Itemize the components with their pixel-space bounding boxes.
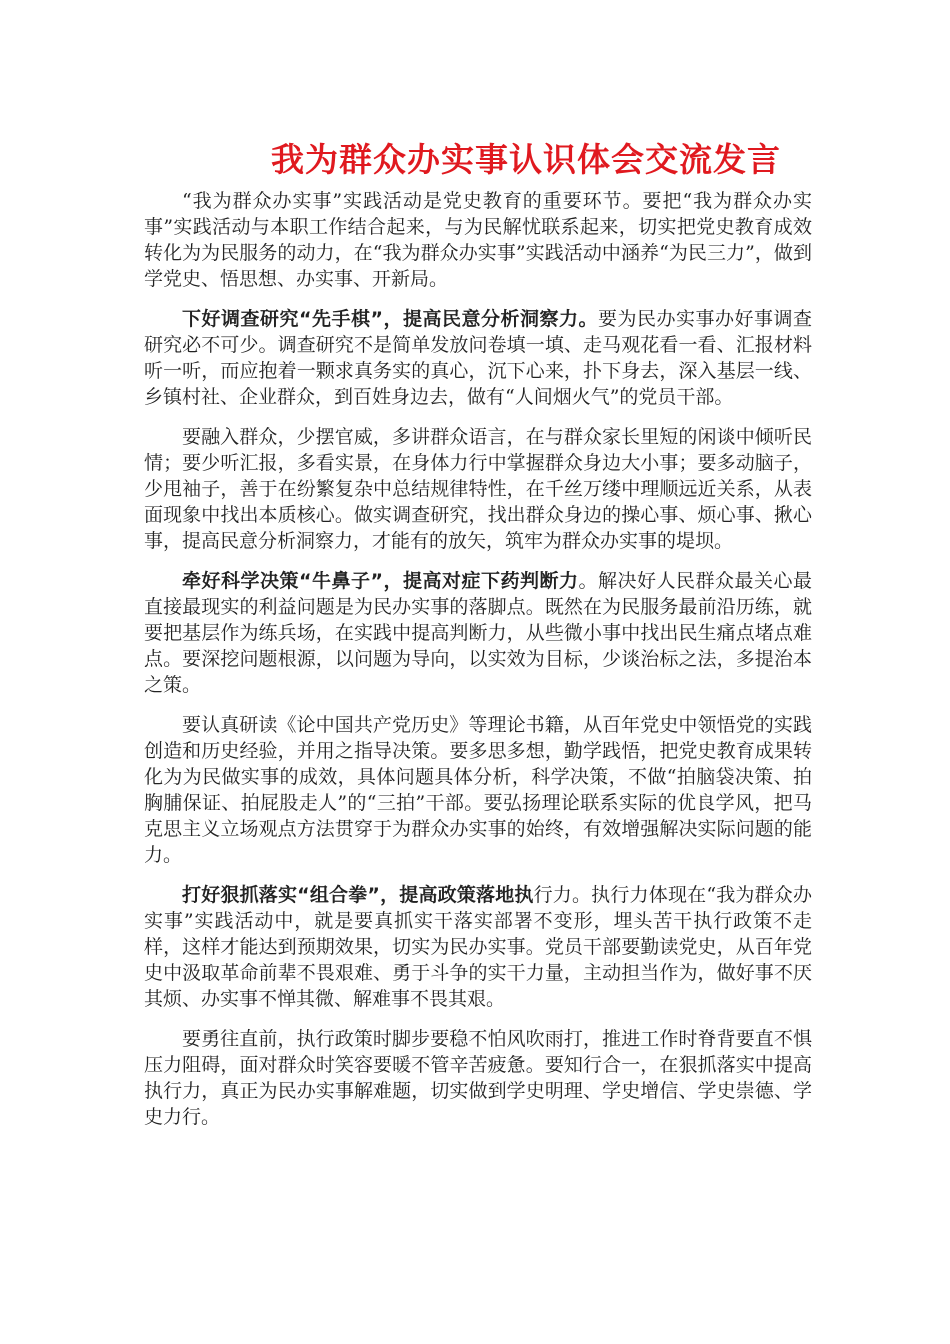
document-title: 我为群众办实事认识体会交流发言 [271,140,781,179]
paragraph-decision-detail [144,712,812,868]
paragraph-body: 要勇往直前，执行政策时脚步要稳不怕风吹雨打，推进工作时脊背要直不惧压力阻碍，面对群众时笑容要暖不管辛苦疲惫。要知行合一，在狠抓落实中提高执行力，真正为民办实事解难题，切实做到学史明理、学史增信、学史崇德、学史力行。 [144,1028,812,1128]
paragraph-lead: 牵好科学决策“牛鼻子”，提高对症下药判断力 [182,570,579,592]
paragraph-body: 要为民办实事办好事调查研究必不可少。调查研究不是简单发放问卷填一填、走马观花看一看、汇报材料听一听，而应抱着一颗求真务实的真心，沉下心来，扑下身去，深入基层一线、乡镇村社、企业群众，到百姓身边去，做有“人间烟火气”的党员干部。 [144,308,812,408]
paragraph-execution-detail [144,1026,812,1130]
paragraph-lead: 下好调查研究“先手棋”，提高民意分析洞察力。 [182,308,598,330]
paragraph-body: 要认真研读《论中国共产党历史》等理论书籍，从百年党史中领悟党的实践创造和历史经验，并用之指导决策。要多思多想，勤学践悟，把党史教育成果转化为为民做实事的成效，具体问题具体分析，科学决策，不做“拍脑袋决策、拍胸脯保证、拍屁股走人”的“三拍”干部。要弘扬理论联系实际的优良学风，把马克思主义立场观点方法贯穿于为群众办实事的始终，有效增强解决实际问题的能力。 [144,714,812,866]
paragraph-research-detail [144,424,812,554]
paragraph-body: 要融入群众，少摆官威，多讲群众语言，在与群众家长里短的闲谈中倾听民情；要少听汇报，多看实景，在身体力行中掌握群众身边大小事；要多动脑子，少甩袖子，善于在纷繁复杂中总结规律特性，在千丝万缕中理顺远近关系，从表面现象中找出本质核心。做实调查研究，找出群众身边的操心事、烦心事、揪心事，提高民意分析洞察力，才能有的放矢，筑牢为群众办实事的堤坝。 [144,426,812,552]
paragraph-intro [144,188,812,292]
paragraph-body: “我为群众办实事”实践活动是党史教育的重要环节。要把“我为群众办实事”实践活动与本职工作结合起来，与为民解忧联系起来，切实把党史教育成效转化为为民服务的动力，在“我为群众办实事”实践活动中涵养“为民三力”，做到学党史、悟思想、办实事、开新局。 [144,190,812,290]
paragraph-lead: 打好狠抓落实“组合拳”，提高政策落地执 [182,884,534,906]
paragraph-execution-heading [144,882,812,1012]
paragraph-body: 。解决好人民群众最关心最直接最现实的利益问题是为民办实事的落脚点。既然在为民服务最前沿历练，就要把基层作为练兵场，在实践中提高判断力，从些微小事中找出民生痛点堵点难点。要深挖问题根源，以问题为导向，以实效为目标，少谈治标之法，多提治本之策。 [144,570,812,696]
document-page [144,138,812,1144]
paragraph-body: 行力。执行力体现在“我为群众办实事”实践活动中，就是要真抓实干落实部署不变形，埋头苦干执行政策不走样，这样才能达到预期效果，切实为民办实事。党员干部要勤读党史，从百年党史中汲取革命前辈不畏艰难、勇于斗争的实干力量，主动担当作为，做好事不厌其烦、办实事不惮其微、解难事不畏其艰。 [144,884,812,1010]
paragraph-decision-heading [144,568,812,698]
paragraph-research-heading [144,306,812,410]
